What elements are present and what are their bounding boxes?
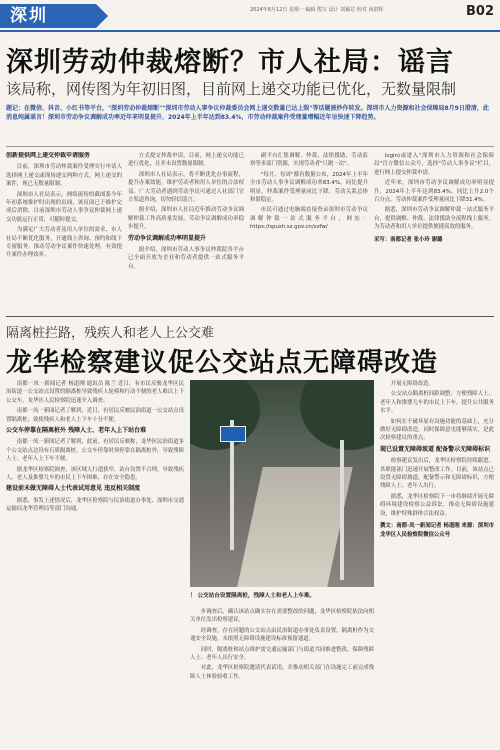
- paragraph: 据龙华区检察院调查，该区域人行道狭窄，站台设置不合理，导致残疾人、老人及推婴儿车的市民上下车困难，存在安全隐患。: [6, 466, 184, 482]
- story2-subheading-3: 现已设置无障碍坡道 配备警示无障碍标识: [380, 445, 491, 453]
- photo-caption: ！ 公交站台设置隔离桩，残障人士和老人上车难。: [190, 593, 316, 599]
- paragraph: "每月、每周"都有数据公布，2024年上半年全市劳动人事争议调解成功率83.4%，同比提升明显。仲裁案件受理量同比下降，劳动关系总体和谐稳定。: [250, 171, 368, 204]
- paragraph: 据悉，龙华区检察院下一步将继续开展无障碍环境建设检察公益诉讼，推动无障碍设施建设，维护特殊群体合法权益。: [380, 493, 494, 517]
- issue-line: 2024年8月12日 星期一 编辑 熊宝 设计 刘颖芯 校对 汤湛辉: [250, 7, 384, 13]
- story1-column-3: [250, 152, 368, 310]
- bus-stop-photo: [190, 380, 374, 587]
- story2-byline: 撰文：南都·凤一新闻记者 杨道刚 来源：深圳市龙华区人民检察院微信公众号: [380, 523, 494, 538]
- story2-headline: 龙华检察建议促公交站点无障碍改造: [6, 348, 439, 378]
- story1-column-2: [128, 152, 244, 310]
- story1-col1-heading: 创新提供网上递交仲裁申请服务: [6, 152, 91, 159]
- paragraph: 南都一凤一新闻记者 杨道刚 通讯员 陈兰 近日，有市民反映龙华区民治街道一公交站点设置的隔离桩导致残疾人轮椅和行动不便的老人难以上下公交车，龙华区人民检察院迅速介入调查。: [6, 381, 184, 404]
- page-number: B02: [466, 4, 494, 19]
- paragraph: 对此，龙华区检察院邀请代表试用，并推动相关部门在设施完工前完成残障人士体验验收工作。: [190, 665, 374, 680]
- top-rule: [0, 30, 500, 32]
- story2-column-1: [6, 380, 184, 744]
- story-divider: [6, 316, 494, 317]
- story1-divider: [6, 146, 494, 147]
- paragraph: 检察建议发出后，龙华区检察院持续跟进，各职能部门迅速开展整改工作。目前，该站点已设置无障碍坡道，配备警示和无障碍标识，方便残障人士、老年人出行。: [380, 458, 494, 490]
- story2-subheading-2: 建设前未做无障碍人士代表试用意见 违反相关制度: [6, 485, 141, 493]
- paragraph: 据介绍，深圳市人社局近年推动劳动争议调解仲裁工作高质量发展，劳动争议调解成功率稳步提升。: [128, 207, 244, 231]
- paragraph: 为满足广大劳动者及用人单位的需求，市人社局不断优化服务，开通线上咨询、预约和线下专窗服务，推动劳动争议案件快速处理，有效提升案件办理效率。: [6, 227, 122, 259]
- paragraph: 深圳市人社局表示，将不断优化办事流程，提升办案效能，维护劳动者和用人单位的合法权益。广大劳动者遇到劳动争议可通过人社部门官方渠道咨询，切勿轻信谣言。: [128, 171, 244, 204]
- story2-subheading-1: 公交车停靠在隔离桩外 残障人士、老年人上下站台难: [6, 427, 147, 435]
- story2-kicker: 隔离桩拦路，残疾人和老人上公交难: [6, 326, 215, 341]
- section-tag: 深圳: [0, 4, 96, 28]
- sidewalk-shape: [237, 467, 353, 587]
- paragraph: 南都一凤一新闻记者了解到，此前，有居民反映称，龙华区民治街道多个公交站点边设有石质隔离桩，公交车停靠时须停靠在隔离桩外，导致残障人士、老年人上下车不便。: [6, 439, 184, 463]
- story1-headline: 深圳劳动仲裁熔断？市人社局：谣言: [6, 47, 454, 78]
- paragraph: 近年来，深圳市劳动争议调解成功率明显提升，2024年上半年达到83.4%，同比上升2.0个百分点。劳动仲裁案件受理量同比下降31.4%。: [374, 180, 494, 204]
- tree-shape: [300, 380, 374, 450]
- paragraph: 市民可通过电脑端直接登录深圳市劳动争议调解仲裁一站式服务平台，网址：https://spush.sz.gov.cn/xzfw/: [250, 207, 368, 231]
- paragraph: 开展无障碍改造。: [390, 381, 434, 387]
- masthead: [0, 0, 500, 30]
- story1-column-1: [6, 152, 122, 310]
- paragraph: 经调查，存在问题的公交站点由民治街道办事处负责设置，隔离桩作为交通安全设施，未依照无障碍设施建设标准预留通道。: [190, 627, 374, 643]
- story1-byline: 采写：南都记者 张小玲 谢璐: [374, 236, 443, 243]
- paragraph: 如何在不破坏原有设施功能的基础上，充分做好无障碍改造，同时保障意见能够落实，是此次检察建议的重点。: [380, 418, 494, 442]
- paragraph: 据介绍，深圳市劳动人事争议仲裁院各平台已全面开放为企业和劳动者提供一站式服务平台。: [128, 247, 244, 270]
- bus-stop-sign: [220, 426, 246, 442]
- paragraph: 副平台汇集调解、仲裁、法律援助、劳动监察等多部门资源，实现劳动者"只跑一次"。: [250, 153, 368, 168]
- paragraph: 方式提交仲裁申请，目前，网上递交功能已进行优化，且并未设置数量限制。: [128, 153, 244, 168]
- paragraph: 目前，深圳市劳动仲裁案件受理实行申请人选择网上递交或现场递交两种方式，网上递交的案件，现已无数量限制。: [6, 164, 122, 188]
- paragraph: 同时，隔离桩和站点维护需交通运输部门与街道共同推进整改，保障残障人士、老年人出行安全。: [190, 646, 374, 662]
- sign-post: [340, 440, 344, 580]
- story1-column-4: [374, 152, 494, 310]
- paragraph: 深圳市人社局表示，网络流传的截图系今年年初系统维护时出现的页面，该页面已于维护完成后消除。目前深圳市劳动人事争议仲裁网上递交功能运行正常，可随时提交。: [6, 191, 122, 223]
- paragraph: 南都一凤一新闻记者了解到，近日，有居民反映民治街道一公交站点设置隔离桩，致使残疾人和老人上下车十分不便。: [6, 408, 184, 423]
- paragraph: 公交站点隔离桩间距调整，方便残障人士、老年人和推婴儿车的市民上下车，提升公共服务水平。: [380, 391, 494, 415]
- paragraph: 据悉，深圳市劳动争议调解仲裁一站式服务平台，提供调解、仲裁、法律援助全流程线上服务，为劳动者和用人单位提供便捷高效的服务。: [374, 207, 494, 231]
- story1-subheading: 劳动争议调解成功率明显提升: [128, 234, 207, 242]
- story2-column-4: [380, 380, 494, 744]
- paragraph: login)或进入"深圳市人力资源和社会保障局"官方微信公众号，选择"劳动人事争议"栏目，进行网上提交仲裁申请。: [374, 153, 494, 176]
- story1-subhead: 该局称，网传图为年初旧图，目前网上递交功能已优化，无数量限制: [6, 80, 457, 98]
- story1-deck: 题记：在微信、抖音、小红书等平台，"深圳劳动仲裁熔断""深圳市劳动人事争议仲裁委员会网上递交数量已达上限"等话题被炒作转发。深圳市人力资源和社会保障局8月9日澄清，此消息纯属谣言！深圳市劳动争议调解成功率近年来明显提升，2024年上半年达到83.4%，市劳动仲裁案件受理量增幅近年呈快速下降趋势。: [6, 105, 489, 121]
- paragraph: 步调查后，确认该站点确实存在需要整改的问题，龙华区检察院依法向相关单位发出检察建议。: [190, 609, 374, 624]
- story2-column-3: [190, 608, 374, 744]
- paragraph: 据悉，事发上述情况后，龙华区检察院与民治街道办事处、深圳市交通运输局龙华管理局等部门沟通。: [6, 497, 184, 513]
